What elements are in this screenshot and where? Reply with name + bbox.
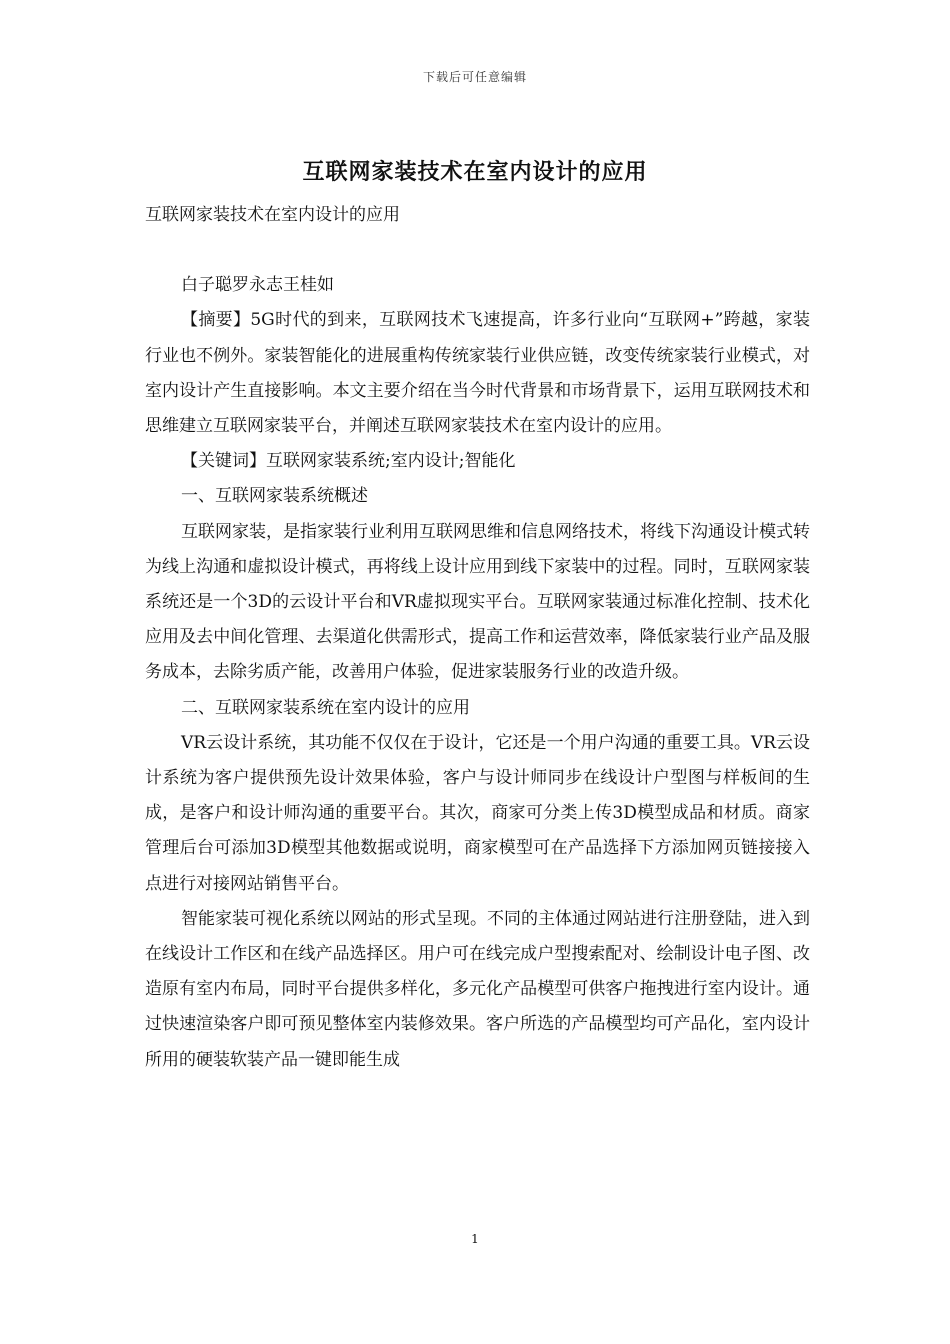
section-1-paragraph: 互联网家装，是指家装行业利用互联网思维和信息网络技术，将线下沟通设计模式转为线上沟通和虚拟设计模式，再将线上设计应用到线下家装中的过程。同时，互联网家装系统还是一个3D的云设计平台和VR虚拟现实平台。互联网家装通过标准化控制、技术化应用及去中间化管理、去渠道化供需形式，提高工作和运营效率，降低家装行业产品及服务成本，去除劣质产能，改善用户体验，促进家装服务行业的改造升级。 — [145, 521, 810, 683]
section-heading-2: 二、互联网家装系统在室内设计的应用 — [181, 697, 470, 718]
document-title: 互联网家装技术在室内设计的应用 — [302, 159, 648, 185]
page-number: 1 — [471, 1232, 479, 1246]
section-heading-1: 一、互联网家装系统概述 — [181, 486, 368, 507]
blank-line — [145, 233, 810, 268]
authors: 白子聪罗永志王桂如 — [181, 275, 334, 296]
section-2-paragraph-1: VR云设计系统，其功能不仅仅在于设计，它还是一个用户沟通的重要工具。VR云设计系统为客户提供预先设计效果体验，客户与设计师同步在线设计户型图与样板间的生成，是客户和设计师沟通的重要平台。其次，商家可分类上传3D模型成品和材质。商家管理后台可添加3D模型其他数据或说明，商家模型可在产品选择下方添加网页链接接入点进行对接网站销售平台。 — [145, 732, 810, 894]
subtitle: 互联网家装技术在室内设计的应用 — [145, 205, 400, 225]
header-note: 下载后可任意编辑 — [422, 70, 527, 84]
document-body — [145, 198, 810, 1078]
keywords-line: 【关键词】互联网家装系统;室内设计;智能化 — [181, 451, 516, 472]
section-2-paragraph-2: 智能家装可视化系统以网站的形式呈现。不同的主体通过网站进行注册登陆，进入到在线设计工作区和在线产品选择区。用户可在线完成户型搜索配对、绘制设计电子图、改造原有室内布局，同时平台提供多样化，多元化产品模型可供客户拖拽进行室内设计。通过快速渲染客户即可预见整体室内装修效果。客户所选的产品模型均可产品化，室内设计所用的硬装软装产品一键即能生成 — [145, 908, 810, 1070]
abstract-paragraph: 【摘要】5G时代的到来，互联网技术飞速提高，许多行业向“互联网+”跨越，家装行业也不例外。家装智能化的进展重构传统家装行业供应链，改变传统家装行业模式，对室内设计产生直接影响。本文主要介绍在当今时代背景和市场背景下，运用互联网技术和思维建立互联网家装平台，并阐述互联网家装技术在室内设计的应用。 — [145, 310, 810, 437]
